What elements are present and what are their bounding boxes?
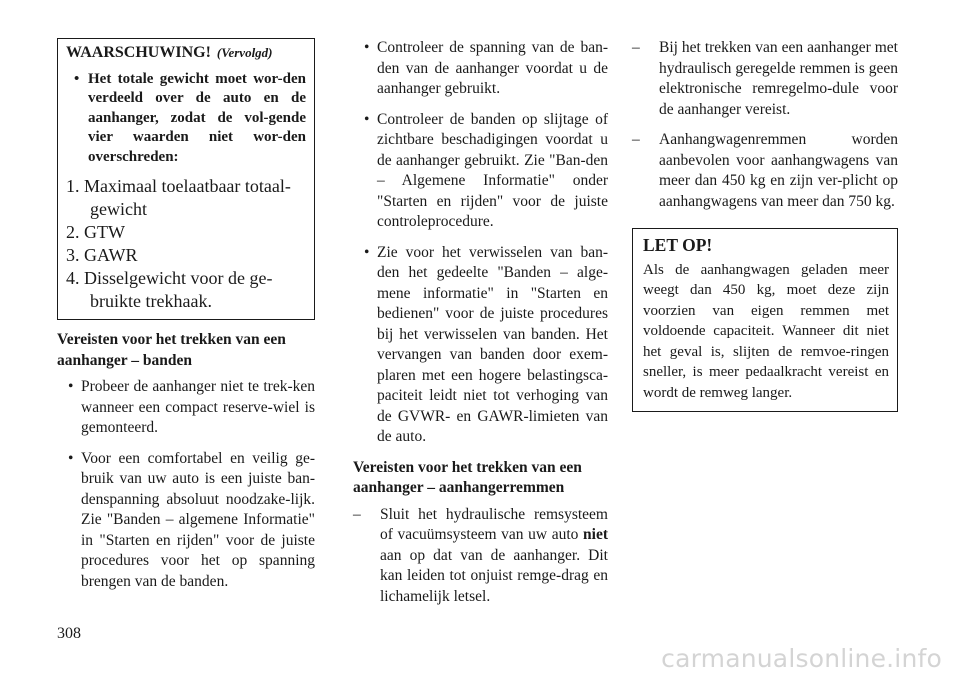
warning-list-item: 4. Disselgewicht voor de ge-bruikte trekhaak. [66, 268, 273, 311]
column-middle [353, 38, 608, 617]
tires-bullet: • Zie voor het verwisselen van ban-den het gedeelte "Banden – alge-mene informatie" in "Starten en bedienen" voor de juiste procedures bij het verwisselen van banden. Het vervangen van banden door exem-plaren met een hogere belastingsca-paciteit leidt niet tot verhoging van de GVWR- en GAWR-limieten van de auto. [353, 243, 608, 448]
brakes-item-text: Aanhangwagenremmen worden aanbevolen voor aanhangwagens van meer dan 450 kg en zijn ver-plicht op aanhangwagens van meer dan 750 kg. [659, 131, 898, 210]
warning-bullet: • Het totale gewicht moet wor-den verdeeld over de auto en de aanhanger, zodat de vol-gende vier waarden niet wor-den overschreden: [66, 70, 306, 168]
dash-mark: – [632, 131, 640, 148]
brakes-item [632, 130, 898, 212]
brakes-item-text: aan op dat van de aanhanger. Dit kan leiden tot onjuist remge-drag en lichamelijk letsel. [380, 546, 608, 605]
section-heading-brakes: Vereisten voor het trekken van een aanhanger – aanhangerremmen [353, 458, 582, 496]
brakes-item [353, 505, 608, 608]
brakes-item-emphasis: niet [583, 526, 608, 543]
brakes-item-text: Bij het trekken van een aanhanger met hydraulisch geregelde remmen is geen elektronische remregelmo-dule voor de aanhanger vereist. [659, 39, 898, 118]
caution-title: LET OP! [643, 235, 713, 255]
warning-title: WAARSCHUWING! [66, 44, 211, 61]
section-heading-tires: Vereisten voor het trekken van een aanhanger – banden [57, 331, 286, 369]
brakes-item-text: Sluit het hydraulische remsysteem of vacuümsysteem van uw auto [380, 505, 608, 543]
column-left [57, 38, 315, 602]
tires-bullet: • Voor een comfortabel en veilig ge-bruik van uw auto is een juiste ban-denspanning absoluut noodzake-lijk. Zie "Banden – algemene Informatie" in "Starten en rijden" voor de juiste procedures voor het op spanning brengen van de banden. [57, 449, 315, 593]
page-number: 308 [57, 625, 81, 642]
warning-heading [66, 43, 306, 64]
brakes-item [632, 38, 898, 120]
warning-list [66, 175, 306, 313]
caution-body: Als de aanhangwagen geladen meer weegt dan 450 kg, moet deze zijn voorzien van eigen remmen met voldoende capaciteit. Wanneer dit niet het geval is, slijten de remvoe-ringen sneller, is meer pedaalkracht vereist en wordt de remweg langer. [643, 261, 889, 401]
caution-box [632, 228, 898, 412]
column-right [632, 38, 898, 412]
warning-list-item: 3. GAWR [66, 245, 138, 265]
warning-list-item: 1. Maximaal toelaatbaar totaal-gewicht [66, 176, 291, 219]
tires-bullet: • Controleer de banden op slijtage of zichtbare beschadigingen voordat u de aanhanger gebruikt. Zie "Ban-den – Algemene Informatie" onder "Starten en rijden" voor de juiste controleprocedure. [353, 110, 608, 233]
tires-bullet: • Probeer de aanhanger niet te trek-ken wanneer een compact reserve-wiel is gemonteerd. [57, 377, 315, 439]
warning-subtitle: (Vervolgd) [216, 45, 273, 60]
dash-mark: – [353, 505, 361, 523]
tires-bullet: • Controleer de spanning van de ban-den van de aanhanger voordat u de aanhanger gebruikt. [353, 38, 608, 100]
warning-box [57, 38, 315, 320]
watermark: carmanualsonline.info [661, 644, 942, 673]
dash-mark: – [632, 39, 640, 56]
warning-list-item: 2. GTW [66, 222, 125, 242]
